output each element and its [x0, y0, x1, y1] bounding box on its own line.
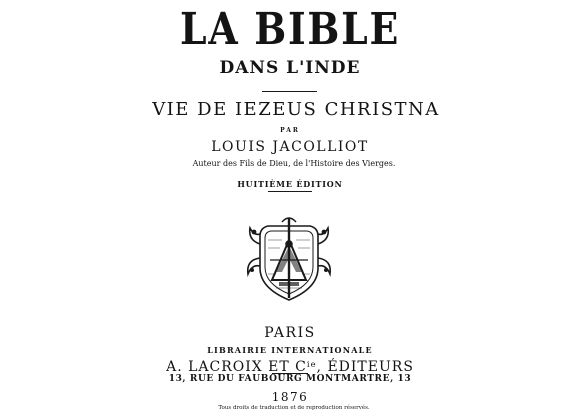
by-label: PAR: [280, 127, 300, 134]
book-subtitle: DANS L'INDE: [219, 58, 361, 78]
publisher-emblem-icon: [246, 214, 332, 306]
author-description: Auteur des Fils de Dieu, de l'Histoire des Vierges.: [192, 159, 396, 168]
rights-notice: Tous droits de traduction et de reproduction réservés.: [218, 405, 370, 411]
author-name: LOUIS JACOLLIOT: [211, 139, 369, 155]
publisher-address: 13, RUE DU FAUBOURG MONTMARTRE, 13: [168, 374, 412, 384]
book-title: LA BIBLE: [179, 4, 401, 55]
divider-rule: [262, 91, 317, 92]
divider-rule: [272, 373, 308, 374]
publisher-house: LIBRAIRIE INTERNATIONALE: [207, 345, 373, 355]
publisher-name-superscript: ie: [306, 359, 317, 369]
divider-rule: [268, 191, 312, 192]
publication-year: 1876: [271, 390, 309, 404]
publication-city: PARIS: [264, 325, 316, 341]
publisher-name-suffix: , ÉDITEURS: [316, 359, 414, 376]
publisher-name-prefix: A. LACROIX ET C: [166, 359, 307, 376]
edition-label: HUITIÈME ÉDITION: [237, 179, 343, 189]
book-subject: VIE DE IEZEUS CHRISTNA: [152, 99, 440, 120]
